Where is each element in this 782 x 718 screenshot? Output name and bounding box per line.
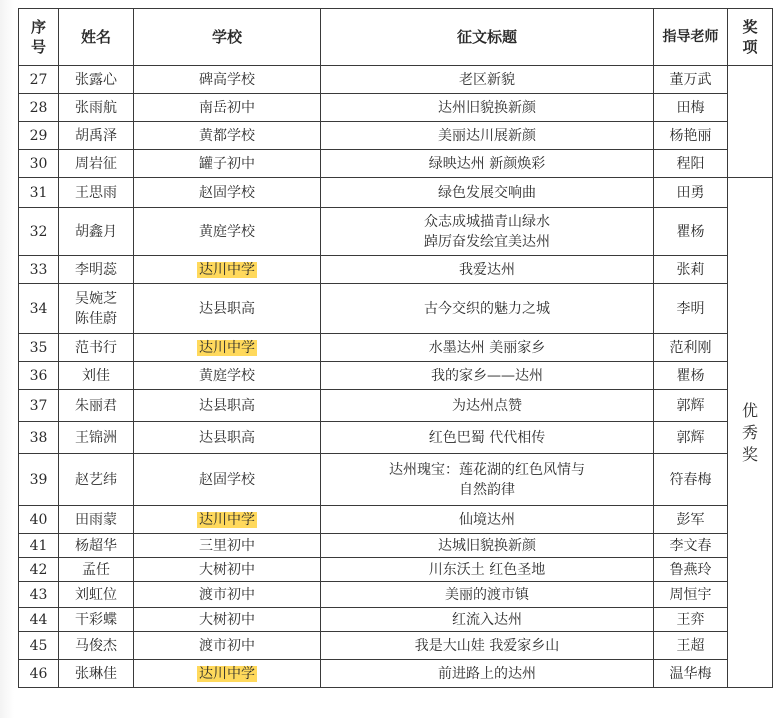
cell-seq: 36 xyxy=(19,362,59,390)
cell-title: 绿色发展交响曲 xyxy=(321,178,654,208)
cell-school xyxy=(134,150,321,178)
school-text: 黄庭学校 xyxy=(199,223,255,240)
cell-school xyxy=(134,66,321,94)
cell-name: 干彩蝶 xyxy=(59,608,134,632)
cell-title: 老区新貌 xyxy=(321,66,654,94)
table-row xyxy=(19,390,773,422)
cell-name: 周岩征 xyxy=(59,150,134,178)
school-text: 南岳初中 xyxy=(199,99,255,116)
cell-title: 众志成城描青山绿水 踔厉奋发绘宜美达州 xyxy=(321,208,654,256)
school-text: 达县职高 xyxy=(199,300,255,317)
school-text: 大树初中 xyxy=(199,611,255,628)
cell-teacher: 鲁燕玲 xyxy=(654,558,728,582)
table-row xyxy=(19,558,773,582)
cell-title: 古今交织的魅力之城 xyxy=(321,284,654,334)
cell-name: 田雨蒙 xyxy=(59,506,134,534)
cell-name: 王锦洲 xyxy=(59,422,134,454)
cell-school xyxy=(134,122,321,150)
school-text: 罐子初中 xyxy=(199,155,255,172)
cell-teacher: 王弈 xyxy=(654,608,728,632)
cell-teacher: 李明 xyxy=(654,284,728,334)
cell-name: 孟任 xyxy=(59,558,134,582)
cell-seq: 41 xyxy=(19,534,59,558)
cell-title: 绿映达州 新颜焕彩 xyxy=(321,150,654,178)
header-teacher: 指导老师 xyxy=(654,9,728,66)
cell-teacher: 田勇 xyxy=(654,178,728,208)
cell-title: 川东沃土 红色圣地 xyxy=(321,558,654,582)
table-row xyxy=(19,582,773,608)
cell-school xyxy=(134,284,321,334)
cell-seq: 37 xyxy=(19,390,59,422)
cell-teacher: 瞿杨 xyxy=(654,362,728,390)
cell-school xyxy=(134,178,321,208)
table-body xyxy=(19,66,773,688)
cell-school xyxy=(134,454,321,506)
cell-name: 吴婉芝 陈佳蔚 xyxy=(59,284,134,334)
cell-seq: 35 xyxy=(19,334,59,362)
table-row xyxy=(19,284,773,334)
cell-seq: 39 xyxy=(19,454,59,506)
school-text: 达县职高 xyxy=(199,397,255,414)
cell-award-blank xyxy=(728,66,773,178)
cell-teacher: 田梅 xyxy=(654,94,728,122)
school-text: 大树初中 xyxy=(199,561,255,578)
school-text: 黄都学校 xyxy=(199,127,255,144)
cell-name: 杨超华 xyxy=(59,534,134,558)
table-row xyxy=(19,506,773,534)
table-row xyxy=(19,178,773,208)
cell-teacher: 温华梅 xyxy=(654,660,728,688)
table-row xyxy=(19,122,773,150)
cell-name: 刘虹位 xyxy=(59,582,134,608)
highlighted-school: 达川中学 xyxy=(199,511,255,528)
cell-seq: 45 xyxy=(19,632,59,660)
cell-teacher: 程阳 xyxy=(654,150,728,178)
cell-name: 刘佳 xyxy=(59,362,134,390)
cell-award-merged: 优 秀 奖 xyxy=(728,178,773,688)
cell-seq: 30 xyxy=(19,150,59,178)
cell-name: 张露心 xyxy=(59,66,134,94)
cell-seq: 43 xyxy=(19,582,59,608)
header-school: 学校 xyxy=(134,9,321,66)
highlighted-school: 达川中学 xyxy=(199,339,255,356)
cell-teacher: 杨艳丽 xyxy=(654,122,728,150)
cell-school xyxy=(134,506,321,534)
cell-title: 为达州点赞 xyxy=(321,390,654,422)
cell-title: 美丽的渡市镇 xyxy=(321,582,654,608)
header-seq: 序 号 xyxy=(19,9,59,66)
cell-teacher: 符春梅 xyxy=(654,454,728,506)
school-text: 赵固学校 xyxy=(199,184,255,201)
cell-name: 胡鑫月 xyxy=(59,208,134,256)
table-row xyxy=(19,94,773,122)
cell-title: 水墨达州 美丽家乡 xyxy=(321,334,654,362)
cell-teacher: 郭辉 xyxy=(654,390,728,422)
table-row xyxy=(19,632,773,660)
cell-school xyxy=(134,632,321,660)
cell-school xyxy=(134,660,321,688)
cell-name: 范书行 xyxy=(59,334,134,362)
school-text: 碑高学校 xyxy=(199,71,255,88)
cell-seq: 38 xyxy=(19,422,59,454)
cell-title: 我的家乡——达州 xyxy=(321,362,654,390)
cell-school xyxy=(134,558,321,582)
cell-name: 朱丽君 xyxy=(59,390,134,422)
cell-school xyxy=(134,422,321,454)
cell-school xyxy=(134,334,321,362)
table-row xyxy=(19,256,773,284)
cell-name: 张雨航 xyxy=(59,94,134,122)
cell-teacher: 张莉 xyxy=(654,256,728,284)
cell-title: 前进路上的达州 xyxy=(321,660,654,688)
cell-school xyxy=(134,534,321,558)
cell-seq: 28 xyxy=(19,94,59,122)
cell-title: 我是大山娃 我爱家乡山 xyxy=(321,632,654,660)
cell-teacher: 彭军 xyxy=(654,506,728,534)
school-text: 渡市初中 xyxy=(199,637,255,654)
highlighted-school: 达川中学 xyxy=(199,665,255,682)
cell-title: 我爱达州 xyxy=(321,256,654,284)
cell-title: 红色巴蜀 代代相传 xyxy=(321,422,654,454)
table-row xyxy=(19,454,773,506)
cell-seq: 42 xyxy=(19,558,59,582)
cell-teacher: 周恒宇 xyxy=(654,582,728,608)
cell-school xyxy=(134,94,321,122)
cell-teacher: 王超 xyxy=(654,632,728,660)
cell-seq: 27 xyxy=(19,66,59,94)
cell-seq: 46 xyxy=(19,660,59,688)
school-text: 达县职高 xyxy=(199,429,255,446)
cell-name: 胡禹泽 xyxy=(59,122,134,150)
cell-seq: 34 xyxy=(19,284,59,334)
header-award: 奖 项 xyxy=(728,9,773,66)
cell-seq: 32 xyxy=(19,208,59,256)
cell-teacher: 瞿杨 xyxy=(654,208,728,256)
cell-name: 赵艺纬 xyxy=(59,454,134,506)
header-title: 征文标题 xyxy=(321,9,654,66)
cell-seq: 29 xyxy=(19,122,59,150)
cell-school xyxy=(134,208,321,256)
cell-seq: 44 xyxy=(19,608,59,632)
table-row xyxy=(19,608,773,632)
table-row xyxy=(19,660,773,688)
table-row xyxy=(19,150,773,178)
cell-school xyxy=(134,582,321,608)
cell-seq: 31 xyxy=(19,178,59,208)
cell-title: 仙境达州 xyxy=(321,506,654,534)
cell-seq: 33 xyxy=(19,256,59,284)
header-name: 姓名 xyxy=(59,9,134,66)
school-text: 黄庭学校 xyxy=(199,367,255,384)
cell-title: 达城旧貌换新颜 xyxy=(321,534,654,558)
page-edge xyxy=(0,0,14,718)
cell-name: 马俊杰 xyxy=(59,632,134,660)
highlighted-school: 达川中学 xyxy=(199,261,255,278)
cell-name: 王思雨 xyxy=(59,178,134,208)
table-row xyxy=(19,362,773,390)
cell-name: 张琳佳 xyxy=(59,660,134,688)
cell-teacher: 董万武 xyxy=(654,66,728,94)
school-text: 渡市初中 xyxy=(199,586,255,603)
cell-teacher: 李文春 xyxy=(654,534,728,558)
cell-title: 达州瑰宝：莲花湖的红色风情与 自然韵律 xyxy=(321,454,654,506)
table-row xyxy=(19,534,773,558)
cell-seq: 40 xyxy=(19,506,59,534)
table-row xyxy=(19,422,773,454)
cell-school xyxy=(134,256,321,284)
table-row xyxy=(19,66,773,94)
school-text: 三里初中 xyxy=(199,537,255,554)
header-row xyxy=(19,9,773,66)
cell-school xyxy=(134,390,321,422)
cell-title: 美丽达川展新颜 xyxy=(321,122,654,150)
cell-school xyxy=(134,362,321,390)
cell-teacher: 范利刚 xyxy=(654,334,728,362)
cell-school xyxy=(134,608,321,632)
school-text: 赵固学校 xyxy=(199,471,255,488)
award-table xyxy=(18,8,773,688)
table-row xyxy=(19,208,773,256)
cell-title: 红流入达州 xyxy=(321,608,654,632)
cell-name: 李明蕊 xyxy=(59,256,134,284)
cell-title: 达州旧貌换新颜 xyxy=(321,94,654,122)
award-table-container xyxy=(18,8,772,688)
cell-teacher: 郭辉 xyxy=(654,422,728,454)
table-row xyxy=(19,334,773,362)
